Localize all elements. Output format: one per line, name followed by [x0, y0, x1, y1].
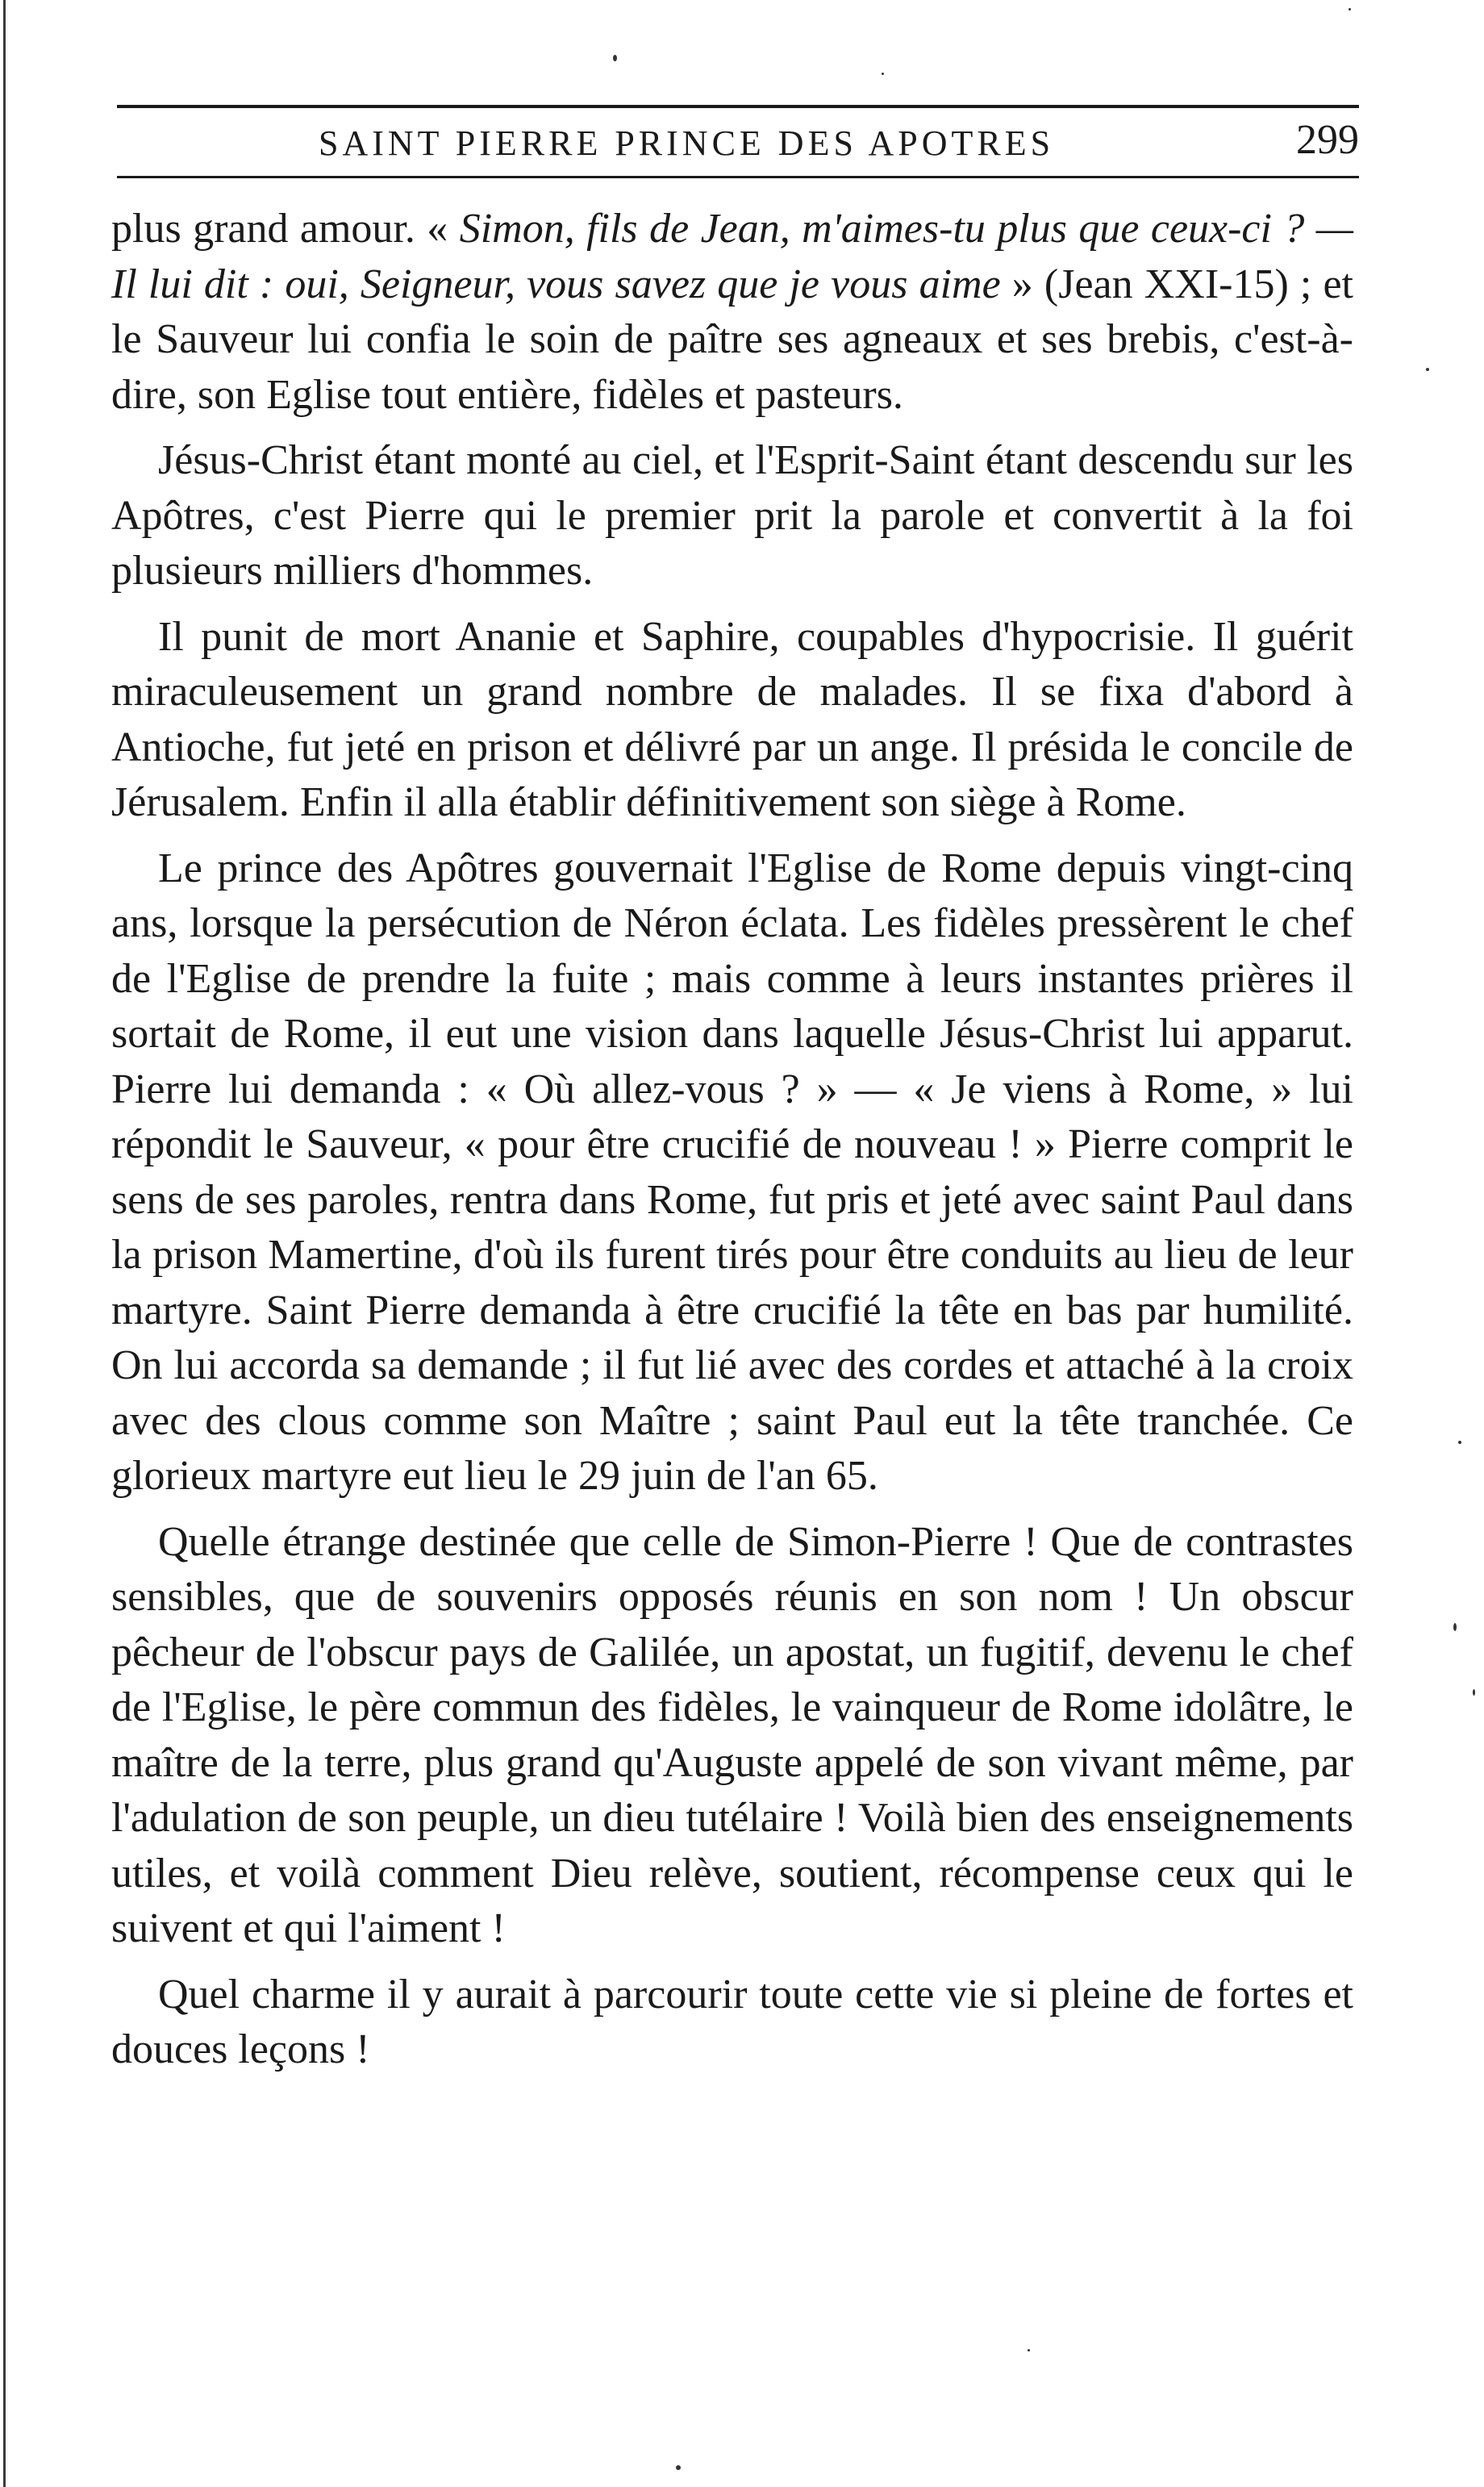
body-text: [111, 202, 1353, 2088]
header-top-rule: [117, 105, 1359, 108]
running-title: SAINT PIERRE PRINCE DES APOTRES: [319, 123, 1055, 163]
page-binding-edge: [3, 0, 6, 2487]
paragraph-2-text: Jésus-Christ étant monté au ciel, et l'Esprit-Saint étant descendu sur les Apôtres, c'est Pierre qui le premier prit la parole et convertit à la foi plusieurs milliers d'hommes.: [111, 437, 1353, 594]
scan-speck: [1453, 1623, 1457, 1631]
paragraph-1: [111, 202, 1353, 423]
scan-speck: [1473, 1689, 1475, 1696]
header-bottom-rule: [117, 176, 1359, 178]
paragraph-5: [111, 1515, 1353, 1957]
paragraph-4: [111, 841, 1353, 1504]
paragraph-3: [111, 610, 1353, 831]
paragraph-1-quote: Simon, fils de Jean, m'aimes-tu plus que ceux-ci ? — Il lui dit : oui, Seigneur, vous savez que je vous aime: [111, 206, 1353, 307]
paragraph-2: [111, 433, 1353, 599]
paragraph-6: [111, 1967, 1353, 2078]
paragraph-3-text: Il punit de mort Ananie et Saphire, coupables d'hypocrisie. Il guérit miraculeusement un grand nombre de malades. Il se fixa d'abord à Antioche, fut jeté en prison et délivré par un ange. Il présida le concile de Jérusalem. Enfin il alla établir définitivement son siège à Rome.: [111, 613, 1353, 825]
paragraph-1-text-end: » (Jean XXI-15) ; et le Sauveur lui confia le soin de paître ses agneaux et ses brebis, c'est-à-dire, son Eglise tout entière, fidèles et pasteurs.: [111, 261, 1353, 418]
running-header: [117, 105, 1359, 177]
scan-speck: [1349, 8, 1351, 10]
scan-speck: [613, 55, 617, 61]
paragraph-6-text: Quel charme il y aurait à parcourir toute cette vie si pleine de fortes et douces leçons !: [111, 1971, 1353, 2072]
scan-speck: [1028, 2349, 1030, 2351]
page-number: 299: [1296, 117, 1359, 163]
scan-speck: [1458, 1441, 1461, 1444]
paragraph-5-text: Quelle étrange destinée que celle de Simon-Pierre ! Que de contrastes sensibles, que de souvenirs opposés réunis en son nom ! Un obscur pêcheur de l'obscur pays de Galilée, un apostat, un fugitif, devenu le chef de l'Eglise, le père commun des fidèles, le vainqueur de Rome idolâtre, le maître de la terre, plus grand qu'Auguste appelé de son vivant même, par l'adulation de son peuple, un dieu tutélaire ! Voilà bien des enseignements utiles, et voilà comment Dieu relève, soutient, récompense ceux qui le suivent et qui l'aiment !: [111, 1518, 1353, 1951]
scan-speck: [882, 73, 884, 75]
scan-speck: [1426, 368, 1429, 371]
paragraph-1-text: plus grand amour. «: [111, 206, 460, 252]
paragraph-4-text: Le prince des Apôtres gouvernait l'Eglise de Rome depuis vingt-cinq ans, lorsque la persécution de Néron éclata. Les fidèles pressèrent le chef de l'Eglise de prendre la fuite ; mais comme à leurs instantes prières il sortait de Rome, il eut une vision dans laquelle Jésus-Christ lui apparut. Pierre lui demanda : « Où allez-vous ? » — « Je viens à Rome, » lui répondit le Sauveur, « pour être crucifié de nouveau ! » Pierre comprit le sens de ses paroles, rentra dans Rome, fut pris et jeté avec saint Paul dans la prison Mamertine, d'où ils furent tirés pour être conduits au lieu de leur martyre. Saint Pierre demanda à être crucifié la tête en bas par humilité. On lui accorda sa demande ; il fut lié avec des cordes et attaché à la croix avec des clous comme son Maître ; saint Paul eut la tête tranchée. Ce glorieux martyre eut lieu le 29 juin de l'an 65.: [111, 845, 1353, 1499]
scan-speck: [676, 2465, 681, 2470]
